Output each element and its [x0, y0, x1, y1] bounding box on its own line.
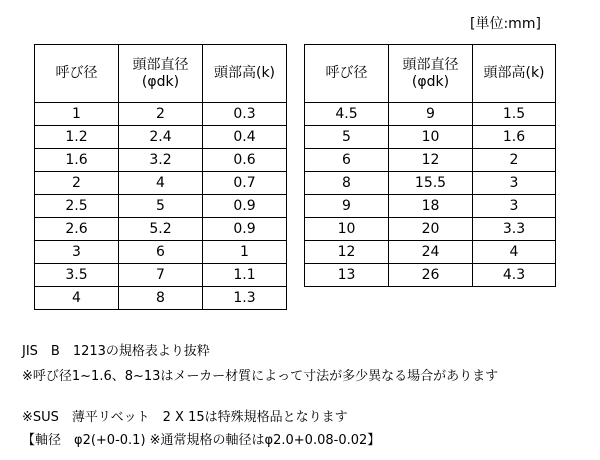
cell-nominal-diameter: 4.5	[305, 103, 389, 126]
spec-table-left	[34, 44, 287, 310]
cell-head-height: 1	[203, 241, 287, 264]
cell-head-height: 1.6	[473, 126, 556, 149]
table-row	[35, 241, 287, 264]
cell-head-height: 0.7	[203, 172, 287, 195]
cell-head-height: 1.1	[203, 264, 287, 287]
cell-head-height: 3	[473, 172, 556, 195]
cell-head-height: 4	[473, 241, 556, 264]
cell-nominal-diameter: 6	[305, 149, 389, 172]
header-head-height	[203, 45, 287, 103]
table-row	[35, 149, 287, 172]
header-label: (φdk)	[411, 73, 450, 90]
cell-head-diameter: 7	[119, 264, 203, 287]
cell-nominal-diameter: 8	[305, 172, 389, 195]
cell-head-diameter: 2	[119, 103, 203, 126]
header-head-height	[473, 45, 556, 103]
cell-head-diameter: 6	[119, 241, 203, 264]
cell-nominal-diameter: 4	[35, 287, 119, 310]
table-row	[35, 126, 287, 149]
spec-table-right	[304, 44, 556, 287]
table-row	[35, 172, 287, 195]
cell-nominal-diameter: 13	[305, 264, 389, 287]
table-row	[305, 103, 556, 126]
header-nominal-diameter	[35, 45, 119, 103]
cell-head-diameter: 3.2	[119, 149, 203, 172]
cell-head-diameter: 18	[389, 195, 473, 218]
cell-nominal-diameter: 3.5	[35, 264, 119, 287]
note-shaft-diameter: 【軸径 φ2(+0-0.1) ※通常規格の軸径はφ2.0+0.08-0.02】	[22, 433, 381, 448]
cell-head-diameter: 10	[389, 126, 473, 149]
table-row	[305, 264, 556, 287]
header-label: 頭部高(k)	[483, 65, 545, 81]
cell-head-diameter: 8	[119, 287, 203, 310]
cell-head-diameter: 9	[389, 103, 473, 126]
cell-head-diameter: 20	[389, 218, 473, 241]
cell-nominal-diameter: 10	[305, 218, 389, 241]
table-row	[305, 241, 556, 264]
header-head-diameter	[119, 45, 203, 103]
note-jis-source: JIS B 1213の規格表より抜粋	[22, 344, 210, 359]
note-dimension-variance: ※呼び径1~1.6、8~13はメーカー材質によって寸法が多少異なる場合があります	[22, 369, 499, 384]
table-row	[35, 264, 287, 287]
header-label: 頭部直径	[132, 56, 189, 73]
cell-head-diameter: 24	[389, 241, 473, 264]
cell-head-height: 0.9	[203, 218, 287, 241]
table-row	[35, 218, 287, 241]
table-header-row	[35, 45, 287, 103]
cell-head-diameter: 15.5	[389, 172, 473, 195]
cell-head-height: 2	[473, 149, 556, 172]
cell-nominal-diameter: 1	[35, 103, 119, 126]
cell-nominal-diameter: 9	[305, 195, 389, 218]
table-row	[305, 126, 556, 149]
table-header-row	[305, 45, 556, 103]
cell-nominal-diameter: 1.6	[35, 149, 119, 172]
cell-head-height: 3.3	[473, 218, 556, 241]
cell-head-height: 0.9	[203, 195, 287, 218]
cell-head-height: 1.5	[473, 103, 556, 126]
cell-nominal-diameter: 2	[35, 172, 119, 195]
header-label: (φdk)	[141, 73, 180, 90]
cell-head-height: 0.6	[203, 149, 287, 172]
cell-nominal-diameter: 3	[35, 241, 119, 264]
cell-head-diameter: 2.4	[119, 126, 203, 149]
cell-nominal-diameter: 1.2	[35, 126, 119, 149]
cell-head-diameter: 5.2	[119, 218, 203, 241]
header-nominal-diameter	[305, 45, 389, 103]
cell-head-height: 4.3	[473, 264, 556, 287]
table-row	[305, 218, 556, 241]
header-head-diameter	[389, 45, 473, 103]
header-label: 頭部高(k)	[213, 65, 276, 81]
note-sus-special: ※SUS 薄平リベット 2 X 15は特殊規格品となります	[22, 410, 348, 425]
header-label: 呼び径	[55, 65, 98, 81]
table-row	[305, 195, 556, 218]
table-row	[305, 172, 556, 195]
header-label: 呼び径	[325, 65, 368, 81]
cell-nominal-diameter: 12	[305, 241, 389, 264]
cell-head-height: 3	[473, 195, 556, 218]
header-label: 頭部直径	[402, 56, 459, 73]
cell-head-height: 1.3	[203, 287, 287, 310]
cell-nominal-diameter: 2.5	[35, 195, 119, 218]
table-row	[35, 195, 287, 218]
cell-head-diameter: 26	[389, 264, 473, 287]
cell-head-diameter: 4	[119, 172, 203, 195]
table-row	[35, 103, 287, 126]
table-row	[305, 149, 556, 172]
unit-label: [単位:mm]	[470, 16, 541, 32]
cell-nominal-diameter: 5	[305, 126, 389, 149]
table-row	[35, 287, 287, 310]
cell-head-diameter: 12	[389, 149, 473, 172]
cell-head-height: 0.4	[203, 126, 287, 149]
cell-head-diameter: 5	[119, 195, 203, 218]
cell-nominal-diameter: 2.6	[35, 218, 119, 241]
cell-head-height: 0.3	[203, 103, 287, 126]
